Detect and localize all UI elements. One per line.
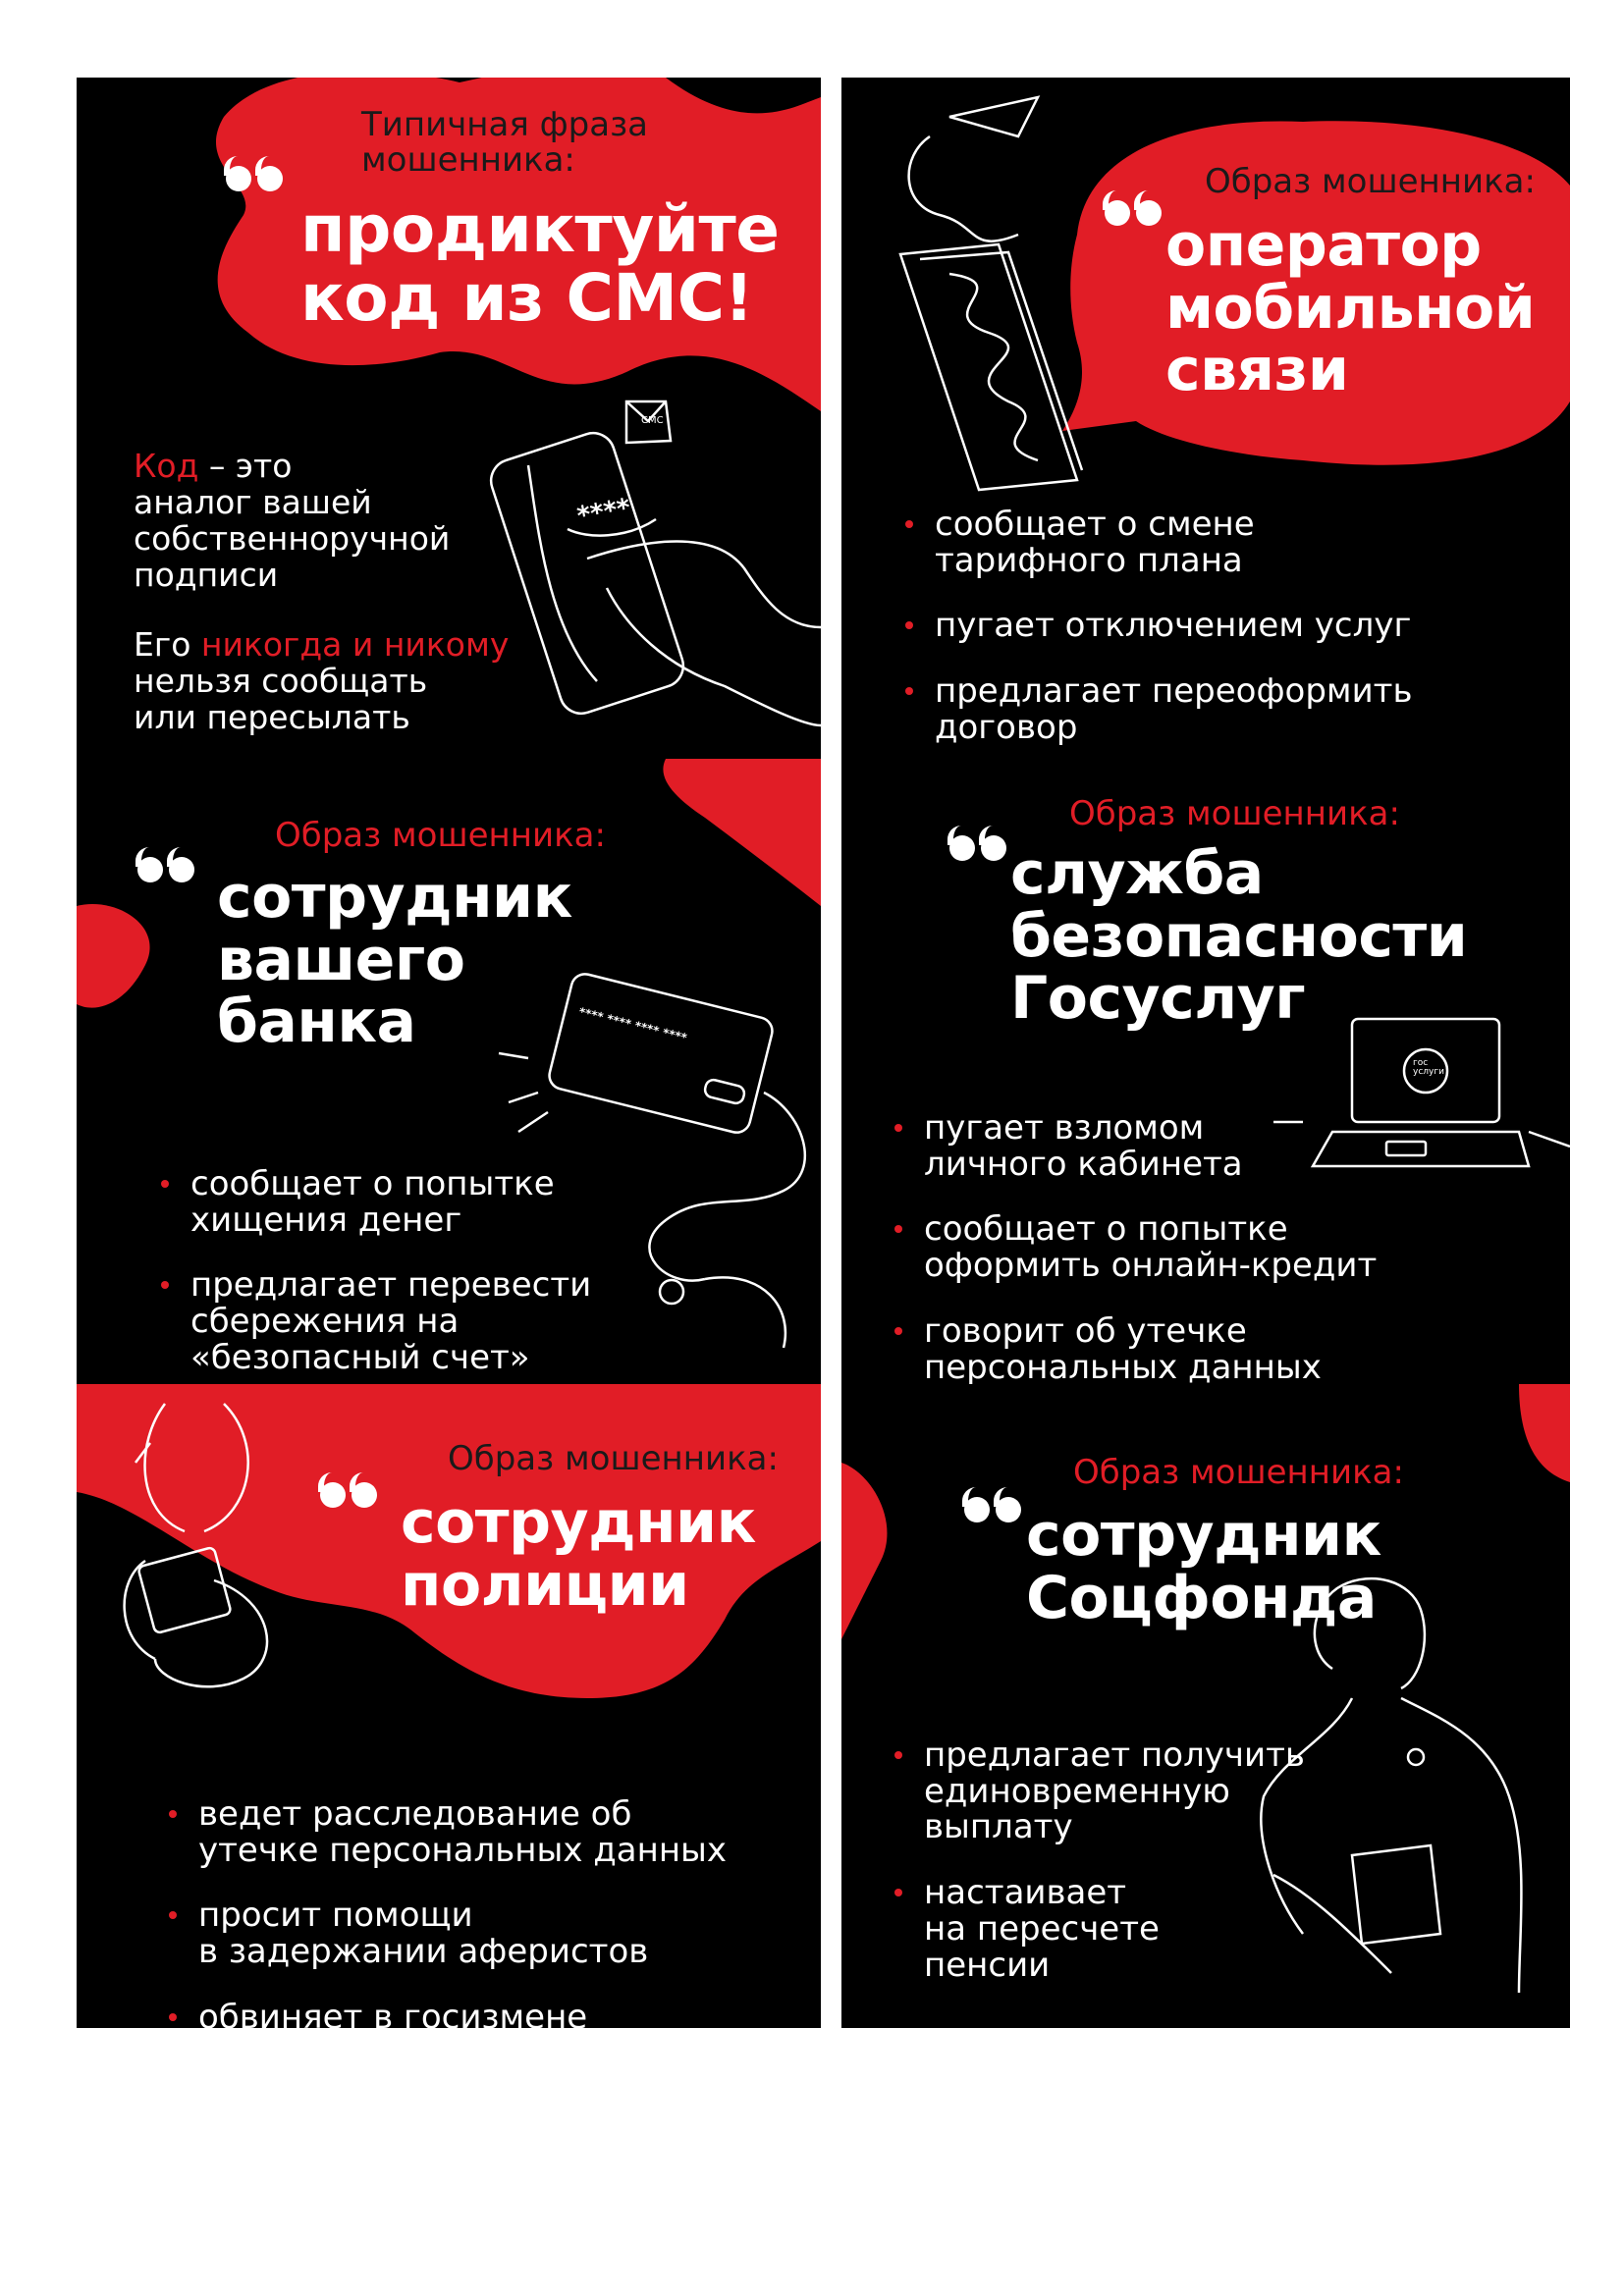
body-line: нельзя сообщать [134, 661, 428, 700]
card-number: **** **** **** **** [577, 1004, 689, 1045]
bullet-item: предлагает переоформить договор [935, 671, 1413, 747]
bullet-list [924, 1737, 1305, 2012]
sub-heading: Образ мошенника: [1073, 1453, 1404, 1492]
gosuslugi-logo: гос услуги [1413, 1058, 1444, 1077]
bullet-item: предлагает получить единовременную выплату [924, 1735, 1305, 1847]
panel-sms-code [77, 78, 821, 759]
sub-heading: Образ мошенника: [448, 1439, 779, 1478]
body-line: или пересылать [134, 697, 410, 736]
body-line: собственноручной [134, 518, 451, 558]
bullet-item: просит помощи в задержании аферистов [198, 1897, 727, 1969]
bullet-item: сообщает о смене тарифного плана [935, 507, 1413, 578]
headline-line-2: Соцфонда [1026, 1563, 1377, 1632]
body-line: аналог вашей [134, 482, 372, 521]
headline-line-2: полиции [401, 1550, 689, 1620]
bullet-item: пугает отключением услуг [935, 606, 1412, 646]
headline [401, 1488, 756, 1620]
bullet-item: ведет расследование об утечке персональных данных [198, 1794, 728, 1870]
sub-heading: Образ мошенника: [275, 816, 606, 855]
sub-line-2: мошенника: [361, 140, 575, 181]
headline [1165, 211, 1536, 405]
body-prefix: Его [134, 625, 201, 664]
headline-line-3: Госуслуг [1010, 964, 1306, 1034]
bullet-list [924, 1110, 1377, 1384]
headline [1026, 1501, 1381, 1632]
panel-socfond [841, 1384, 1570, 2028]
headline-line-1: сотрудник [1026, 1501, 1381, 1570]
headline-line-3: банка [217, 988, 416, 1057]
phone-code: **** [574, 493, 633, 532]
headline-line-1: продиктуйте [300, 191, 780, 267]
code-word: Код [134, 447, 199, 485]
bullet-item: пугает взломом личного кабинета [924, 1110, 1377, 1182]
headline-line-3: связи [1165, 336, 1349, 405]
sub-heading [361, 105, 649, 181]
quote-icon [1105, 200, 1167, 230]
headline-line-2: вашего [217, 925, 465, 994]
bullet-list [198, 1796, 727, 2028]
bullet-item: говорит об утечке персональных данных [924, 1313, 1377, 1384]
phone-plane-illustration [900, 97, 1082, 490]
never-share-text [134, 627, 509, 736]
sub-heading: Образ мошенника: [1069, 794, 1400, 833]
bullet-item: обвиняет в госизмене [198, 2000, 727, 2028]
bullet-item: предлагает перевести сбережения на «безопасный счет» [190, 1265, 592, 1377]
headline-line-1: сотрудник [401, 1488, 756, 1557]
bullet-list [190, 1166, 591, 1384]
panel-police [77, 1384, 821, 2028]
bullet-item: сообщает о попытке оформить онлайн-кредит [924, 1209, 1378, 1286]
quote-icon [949, 835, 1012, 865]
quote-icon [320, 1482, 383, 1512]
code-definition [134, 449, 450, 594]
bullet-item: сообщает о попытке хищения денег [190, 1166, 591, 1238]
quote-icon [226, 166, 289, 195]
phone-hand-illustration [485, 401, 821, 725]
body-line: подписи [134, 555, 279, 594]
headline-line-1: оператор [1165, 211, 1482, 280]
headline-line-1: сотрудник [217, 863, 572, 932]
never-anyone: никогда и никому [200, 625, 510, 664]
headline-line-2: код из СМС! [300, 259, 754, 336]
code-rest: – это [198, 447, 293, 485]
headline-line-2: безопасности [1010, 901, 1468, 971]
quote-icon [964, 1497, 1027, 1526]
panel-gosuslugi [841, 759, 1570, 1384]
headline-line-2: мобильной [1165, 273, 1536, 343]
sub-heading: Образ мошенника: [1205, 162, 1536, 201]
bullet-list [935, 507, 1413, 759]
headline [1010, 839, 1468, 1034]
panel-operator [841, 78, 1570, 759]
panel-bank [77, 759, 821, 1384]
sms-badge: СМС [641, 415, 664, 426]
headline [300, 191, 780, 336]
headline-line-1: служба [1010, 839, 1264, 908]
headline [217, 863, 572, 1057]
quote-icon [137, 857, 200, 886]
bullet-item: настаивает на пересчете пенсии [924, 1875, 1305, 1983]
sub-line-1: Типичная фраза [361, 105, 649, 144]
